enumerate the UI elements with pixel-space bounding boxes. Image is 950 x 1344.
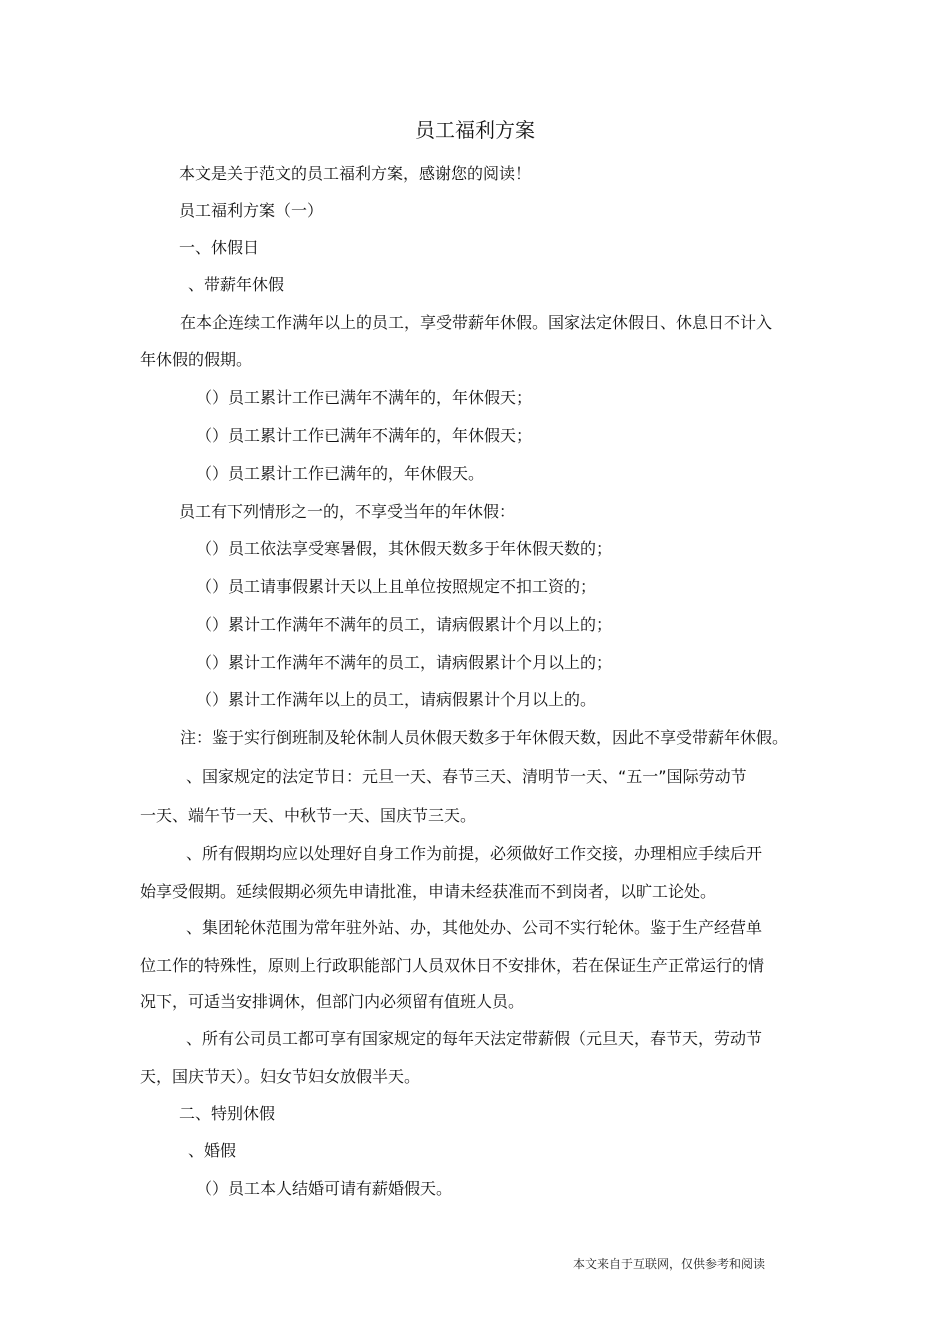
section-heading: 员工福利方案（一） xyxy=(179,201,324,220)
paragraph-line: 、国家规定的法定节日：元旦一天、春节三天、清明节一天、“五一”国际劳动节 xyxy=(186,767,747,786)
footer-note: 本文来自于互联网，仅供参考和阅读 xyxy=(573,1257,766,1271)
paragraph-line: 位工作的特殊性，原则上行政职能部门人员双休日不安排休，若在保证生产正常运行的情 xyxy=(140,956,765,975)
paragraph-line: 天，国庆节天）。妇女节妇女放假半天。 xyxy=(140,1067,421,1086)
paragraph-line: 在本企连续工作满年以上的员工，享受带薪年休假。国家法定休假日、休息日不计入 xyxy=(180,313,773,332)
paragraph-line: 况下，可适当安排调休，但部门内必须留有值班人员。 xyxy=(140,992,525,1011)
list-item: （）员工请事假累计天以上且单位按照规定不扣工资的； xyxy=(196,577,597,596)
paragraph-line: 年休假的假期。 xyxy=(140,350,253,369)
paragraph-line: 始享受假期。延续假期必须先申请批准，申请未经获准而不到岗者，以旷工论处。 xyxy=(140,882,717,901)
list-item: （）累计工作满年以上的员工，请病假累计个月以上的。 xyxy=(196,690,597,709)
subsection-heading: 、带薪年休假 xyxy=(188,275,285,294)
document-title: 员工福利方案 xyxy=(415,118,535,142)
paragraph-line: 、所有假期均应以处理好自身工作为前提，必须做好工作交接，办理相应手续后开 xyxy=(186,844,763,863)
list-item: （）累计工作满年不满年的员工，请病假累计个月以上的； xyxy=(196,653,613,672)
list-item: （）员工累计工作已满年不满年的，年休假天； xyxy=(196,426,533,445)
list-item: （）员工累计工作已满年不满年的，年休假天； xyxy=(196,388,533,407)
paragraph-line: 员工有下列情形之一的，不享受当年的年休假： xyxy=(179,502,516,521)
paragraph-line: 、集团轮休范围为常年驻外站、办，其他处办、公司不实行轮休。鉴于生产经营单 xyxy=(186,918,763,937)
paragraph-line: 、所有公司员工都可享有国家规定的每年天法定带薪假（元旦天，春节天，劳动节 xyxy=(186,1029,763,1048)
intro-line: 本文是关于范文的员工福利方案，感谢您的阅读！ xyxy=(179,164,532,183)
list-item: （）累计工作满年不满年的员工，请病假累计个月以上的； xyxy=(196,615,613,634)
list-item: （）员工累计工作已满年的，年休假天。 xyxy=(196,464,485,483)
subsection-heading: 、婚假 xyxy=(188,1141,237,1160)
section-heading: 一、休假日 xyxy=(179,238,260,257)
list-item: （）员工依法享受寒暑假，其休假天数多于年休假天数的； xyxy=(196,539,613,558)
note-line: 注：鉴于实行倒班制及轮休制人员休假天数多于年休假天数，因此不享受带薪年休假。 xyxy=(180,728,789,747)
section-heading: 二、特别休假 xyxy=(179,1104,276,1123)
list-item: （）员工本人结婚可请有薪婚假天。 xyxy=(196,1179,453,1198)
paragraph-line: 一天、端午节一天、中秋节一天、国庆节三天。 xyxy=(140,806,477,825)
